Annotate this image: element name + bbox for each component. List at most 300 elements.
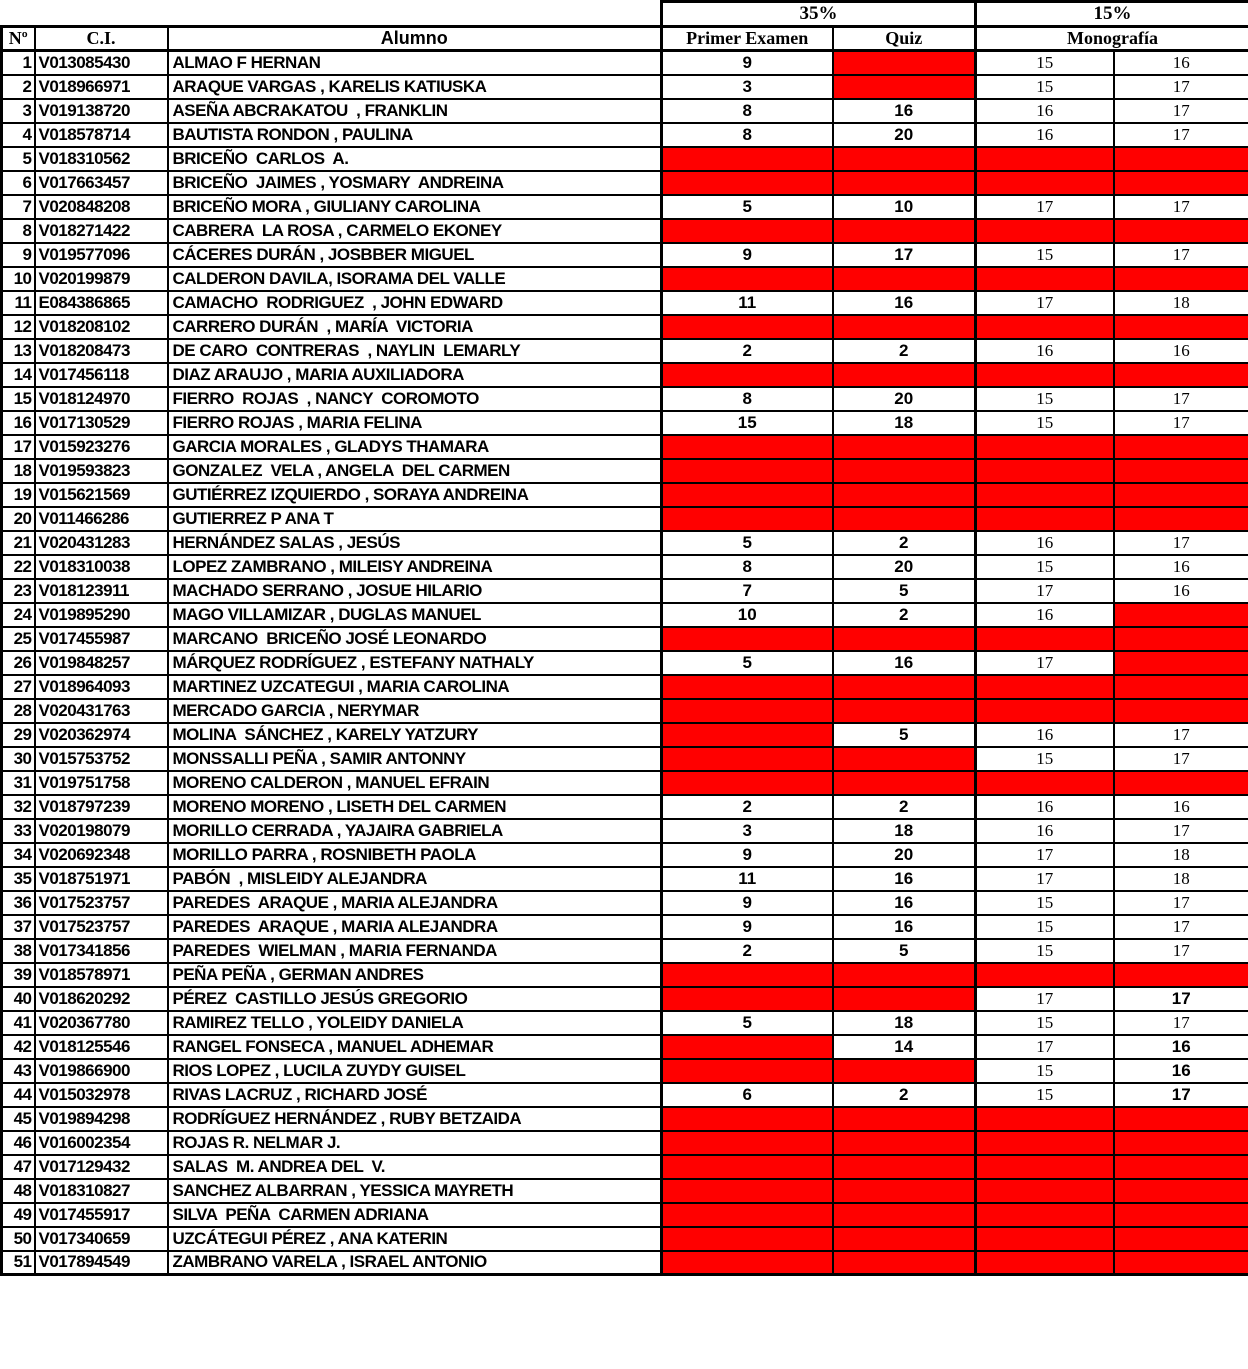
monografia-1-cell: 16: [976, 531, 1114, 555]
table-row: [2, 987, 1248, 1011]
row-number-cell: 45: [2, 1107, 35, 1131]
monografia-2-cell: 17: [1114, 75, 1248, 99]
alumno-cell: MARCANO BRICEÑO JOSÉ LEONARDO: [168, 627, 662, 651]
monografia-1-cell: 17: [976, 651, 1114, 675]
quiz-cell: 18: [833, 411, 976, 435]
alumno-cell: GARCIA MORALES , GLADYS THAMARA: [168, 435, 662, 459]
primer-examen-cell: [662, 1035, 833, 1059]
primer-examen-cell: [662, 171, 833, 195]
quiz-cell: [833, 675, 976, 699]
ci-cell: V020362974: [35, 723, 168, 747]
primer-examen-cell: 5: [662, 651, 833, 675]
quiz-cell: 2: [833, 795, 976, 819]
table-row: [2, 843, 1248, 867]
quiz-cell: [833, 1203, 976, 1227]
primer-examen-cell: 9: [662, 891, 833, 915]
monografia-1-cell: 15: [976, 51, 1114, 75]
ci-cell: V013085430: [35, 51, 168, 75]
monografia-2-cell: [1114, 315, 1248, 339]
alumno-cell: PAREDES ARAQUE , MARIA ALEJANDRA: [168, 915, 662, 939]
primer-examen-cell: [662, 435, 833, 459]
row-number-cell: 29: [2, 723, 35, 747]
ci-cell: V019751758: [35, 771, 168, 795]
primer-examen-cell: [662, 1203, 833, 1227]
table-row: [2, 51, 1248, 75]
col-header-primer-examen: Primer Examen: [662, 27, 833, 51]
alumno-cell: MÁRQUEZ RODRÍGUEZ , ESTEFANY NATHALY: [168, 651, 662, 675]
row-number-cell: 1: [2, 51, 35, 75]
monografia-1-cell: 17: [976, 867, 1114, 891]
monografia-2-cell: 17: [1114, 939, 1248, 963]
ci-cell: V017523757: [35, 891, 168, 915]
ci-cell: E084386865: [35, 291, 168, 315]
monografia-1-cell: 15: [976, 939, 1114, 963]
monografia-2-cell: [1114, 147, 1248, 171]
row-number-cell: 36: [2, 891, 35, 915]
col-header-quiz: Quiz: [833, 27, 976, 51]
monografia-1-cell: [976, 507, 1114, 531]
alumno-cell: SANCHEZ ALBARRAN , YESSICA MAYRETH: [168, 1179, 662, 1203]
monografia-2-cell: [1114, 1251, 1248, 1275]
table-row: [2, 891, 1248, 915]
monografia-1-cell: 15: [976, 1083, 1114, 1107]
ci-cell: V019848257: [35, 651, 168, 675]
primer-examen-cell: [662, 315, 833, 339]
table-row: [2, 339, 1248, 363]
monografia-2-cell: 17: [1114, 387, 1248, 411]
primer-examen-cell: [662, 1251, 833, 1275]
quiz-cell: [833, 171, 976, 195]
row-number-cell: 42: [2, 1035, 35, 1059]
table-row: [2, 483, 1248, 507]
monografia-2-cell: [1114, 627, 1248, 651]
alumno-cell: BAUTISTA RONDON , PAULINA: [168, 123, 662, 147]
quiz-cell: 16: [833, 99, 976, 123]
ci-cell: V015032978: [35, 1083, 168, 1107]
quiz-cell: [833, 507, 976, 531]
quiz-cell: [833, 435, 976, 459]
row-number-cell: 48: [2, 1179, 35, 1203]
quiz-cell: 16: [833, 915, 976, 939]
row-number-cell: 37: [2, 915, 35, 939]
monografia-1-cell: [976, 963, 1114, 987]
ci-cell: V018310562: [35, 147, 168, 171]
row-number-cell: 16: [2, 411, 35, 435]
monografia-2-cell: [1114, 1227, 1248, 1251]
primer-examen-cell: 2: [662, 795, 833, 819]
monografia-2-cell: 17: [1114, 99, 1248, 123]
ci-cell: V019138720: [35, 99, 168, 123]
alumno-cell: RODRÍGUEZ HERNÁNDEZ , RUBY BETZAIDA: [168, 1107, 662, 1131]
alumno-cell: RANGEL FONSECA , MANUEL ADHEMAR: [168, 1035, 662, 1059]
row-number-cell: 32: [2, 795, 35, 819]
table-row: [2, 867, 1248, 891]
monografia-2-cell: 17: [1114, 747, 1248, 771]
table-row: [2, 1131, 1248, 1155]
alumno-cell: CARRERO DURÁN , MARÍA VICTORIA: [168, 315, 662, 339]
monografia-1-cell: [976, 459, 1114, 483]
ci-cell: V018964093: [35, 675, 168, 699]
quiz-cell: [833, 219, 976, 243]
table-row: [2, 603, 1248, 627]
alumno-cell: MORENO CALDERON , MANUEL EFRAIN: [168, 771, 662, 795]
primer-examen-cell: [662, 507, 833, 531]
primer-examen-cell: [662, 627, 833, 651]
table-row: [2, 1179, 1248, 1203]
monografia-2-cell: [1114, 435, 1248, 459]
ci-cell: V019894298: [35, 1107, 168, 1131]
primer-examen-cell: [662, 1155, 833, 1179]
monografia-1-cell: [976, 1131, 1114, 1155]
monografia-2-cell: 17: [1114, 531, 1248, 555]
monografia-1-cell: [976, 363, 1114, 387]
monografia-1-cell: [976, 675, 1114, 699]
table-row: [2, 939, 1248, 963]
monografia-1-cell: [976, 699, 1114, 723]
monografia-1-cell: 15: [976, 1011, 1114, 1035]
row-number-cell: 10: [2, 267, 35, 291]
table-row: [2, 819, 1248, 843]
ci-cell: V019593823: [35, 459, 168, 483]
quiz-cell: 2: [833, 339, 976, 363]
table-row: [2, 555, 1248, 579]
ci-cell: V017456118: [35, 363, 168, 387]
monografia-2-cell: [1114, 267, 1248, 291]
row-number-cell: 24: [2, 603, 35, 627]
table-row: [2, 1011, 1248, 1035]
monografia-1-cell: [976, 315, 1114, 339]
monografia-2-cell: 17: [1114, 723, 1248, 747]
monografia-1-cell: [976, 1107, 1114, 1131]
monografia-1-cell: [976, 1203, 1114, 1227]
quiz-cell: [833, 1179, 976, 1203]
monografia-1-cell: 16: [976, 795, 1114, 819]
primer-examen-cell: [662, 963, 833, 987]
row-number-cell: 28: [2, 699, 35, 723]
ci-cell: V018751971: [35, 867, 168, 891]
monografia-1-cell: 17: [976, 579, 1114, 603]
primer-examen-cell: 15: [662, 411, 833, 435]
table-row: [2, 291, 1248, 315]
table-row: [2, 1227, 1248, 1251]
monografia-2-cell: [1114, 1203, 1248, 1227]
monografia-2-cell: 18: [1114, 291, 1248, 315]
col-header-monografia: Monografía: [976, 27, 1248, 51]
table-row: [2, 1059, 1248, 1083]
quiz-cell: 2: [833, 1083, 976, 1107]
primer-examen-cell: 3: [662, 819, 833, 843]
row-number-cell: 4: [2, 123, 35, 147]
table-row: [2, 963, 1248, 987]
table-row: [2, 675, 1248, 699]
row-number-cell: 21: [2, 531, 35, 555]
alumno-cell: LOPEZ ZAMBRANO , MILEISY ANDREINA: [168, 555, 662, 579]
alumno-cell: MORENO MORENO , LISETH DEL CARMEN: [168, 795, 662, 819]
primer-examen-cell: [662, 1131, 833, 1155]
primer-examen-cell: 2: [662, 339, 833, 363]
monografia-2-cell: 16: [1114, 555, 1248, 579]
alumno-cell: PAREDES ARAQUE , MARIA ALEJANDRA: [168, 891, 662, 915]
ci-cell: V017455987: [35, 627, 168, 651]
monografia-1-cell: 16: [976, 123, 1114, 147]
table-row: [2, 1155, 1248, 1179]
quiz-cell: [833, 1155, 976, 1179]
row-number-cell: 27: [2, 675, 35, 699]
ci-cell: V019895290: [35, 603, 168, 627]
table-row: [2, 1203, 1248, 1227]
monografia-1-cell: 15: [976, 555, 1114, 579]
ci-cell: V020848208: [35, 195, 168, 219]
monografia-2-cell: [1114, 651, 1248, 675]
alumno-cell: MOLINA SÁNCHEZ , KARELY YATZURY: [168, 723, 662, 747]
quiz-cell: 16: [833, 867, 976, 891]
ci-cell: V020198079: [35, 819, 168, 843]
primer-examen-cell: 5: [662, 1011, 833, 1035]
row-number-cell: 41: [2, 1011, 35, 1035]
ci-cell: V019866900: [35, 1059, 168, 1083]
quiz-cell: 14: [833, 1035, 976, 1059]
ci-cell: V018123911: [35, 579, 168, 603]
primer-examen-cell: 5: [662, 195, 833, 219]
alumno-cell: MARTINEZ UZCATEGUI , MARIA CAROLINA: [168, 675, 662, 699]
ci-cell: V017894549: [35, 1251, 168, 1275]
quiz-cell: 17: [833, 243, 976, 267]
alumno-cell: RAMIREZ TELLO , YOLEIDY DANIELA: [168, 1011, 662, 1035]
row-number-cell: 23: [2, 579, 35, 603]
monografia-1-cell: 15: [976, 891, 1114, 915]
alumno-cell: ASEÑA ABCRAKATOU , FRANKLIN: [168, 99, 662, 123]
primer-examen-cell: 7: [662, 579, 833, 603]
alumno-cell: SALAS M. ANDREA DEL V.: [168, 1155, 662, 1179]
grades-table-body: [2, 51, 1248, 1275]
monografia-2-cell: 16: [1114, 1059, 1248, 1083]
row-number-cell: 13: [2, 339, 35, 363]
monografia-1-cell: [976, 267, 1114, 291]
monografia-1-cell: 16: [976, 603, 1114, 627]
monografia-2-cell: 17: [1114, 195, 1248, 219]
row-number-cell: 8: [2, 219, 35, 243]
primer-examen-cell: [662, 987, 833, 1011]
quiz-cell: 20: [833, 387, 976, 411]
primer-examen-cell: [662, 699, 833, 723]
monografia-2-cell: 16: [1114, 579, 1248, 603]
quiz-cell: [833, 1251, 976, 1275]
ci-cell: V015753752: [35, 747, 168, 771]
row-number-cell: 44: [2, 1083, 35, 1107]
table-row: [2, 579, 1248, 603]
col-header-numero: Nº: [2, 27, 35, 51]
table-row: [2, 651, 1248, 675]
table-row: [2, 915, 1248, 939]
row-number-cell: 39: [2, 963, 35, 987]
quiz-cell: 5: [833, 723, 976, 747]
monografia-2-cell: 17: [1114, 123, 1248, 147]
quiz-cell: [833, 459, 976, 483]
quiz-cell: 10: [833, 195, 976, 219]
monografia-2-cell: 16: [1114, 1035, 1248, 1059]
primer-examen-cell: [662, 747, 833, 771]
monografia-1-cell: 17: [976, 291, 1114, 315]
table-row: [2, 171, 1248, 195]
table-row: [2, 315, 1248, 339]
row-number-cell: 40: [2, 987, 35, 1011]
quiz-cell: [833, 267, 976, 291]
table-row: [2, 795, 1248, 819]
alumno-cell: GUTIERREZ P ANA T: [168, 507, 662, 531]
alumno-cell: PÉREZ CASTILLO JESÚS GREGORIO: [168, 987, 662, 1011]
monografia-1-cell: 15: [976, 387, 1114, 411]
alumno-cell: PAREDES WIELMAN , MARIA FERNANDA: [168, 939, 662, 963]
primer-examen-cell: [662, 363, 833, 387]
row-number-cell: 31: [2, 771, 35, 795]
alumno-cell: CABRERA LA ROSA , CARMELO EKONEY: [168, 219, 662, 243]
table-row: [2, 723, 1248, 747]
ci-cell: V017523757: [35, 915, 168, 939]
monografia-2-cell: [1114, 699, 1248, 723]
monografia-2-cell: 16: [1114, 795, 1248, 819]
row-number-cell: 14: [2, 363, 35, 387]
table-row: [2, 363, 1248, 387]
monografia-2-cell: [1114, 1179, 1248, 1203]
monografia-1-cell: [976, 171, 1114, 195]
monografia-1-cell: 17: [976, 195, 1114, 219]
row-number-cell: 33: [2, 819, 35, 843]
quiz-cell: 2: [833, 531, 976, 555]
monografia-2-cell: [1114, 483, 1248, 507]
primer-examen-cell: 9: [662, 915, 833, 939]
monografia-2-cell: [1114, 603, 1248, 627]
table-row: [2, 75, 1248, 99]
primer-examen-cell: 8: [662, 123, 833, 147]
row-number-cell: 2: [2, 75, 35, 99]
row-number-cell: 26: [2, 651, 35, 675]
table-row: [2, 123, 1248, 147]
primer-examen-cell: [662, 219, 833, 243]
column-header-row: [2, 27, 1248, 51]
quiz-cell: 2: [833, 603, 976, 627]
monografia-1-cell: 15: [976, 243, 1114, 267]
quiz-cell: [833, 1227, 976, 1251]
row-number-cell: 50: [2, 1227, 35, 1251]
row-number-cell: 15: [2, 387, 35, 411]
primer-examen-cell: [662, 723, 833, 747]
quiz-cell: [833, 363, 976, 387]
row-number-cell: 49: [2, 1203, 35, 1227]
ci-cell: V020367780: [35, 1011, 168, 1035]
primer-examen-cell: 10: [662, 603, 833, 627]
ci-cell: V015923276: [35, 435, 168, 459]
row-number-cell: 51: [2, 1251, 35, 1275]
monografia-1-cell: 15: [976, 1059, 1114, 1083]
ci-cell: V020431283: [35, 531, 168, 555]
ci-cell: V017130529: [35, 411, 168, 435]
monografia-2-cell: [1114, 171, 1248, 195]
alumno-cell: MONSSALLI PEÑA , SAMIR ANTONNY: [168, 747, 662, 771]
ci-cell: V018124970: [35, 387, 168, 411]
col-header-alumno: Alumno: [168, 27, 662, 51]
primer-examen-cell: [662, 267, 833, 291]
row-number-cell: 30: [2, 747, 35, 771]
row-number-cell: 47: [2, 1155, 35, 1179]
monografia-1-cell: [976, 219, 1114, 243]
row-number-cell: 5: [2, 147, 35, 171]
alumno-cell: RIVAS LACRUZ , RICHARD JOSÉ: [168, 1083, 662, 1107]
primer-examen-cell: 6: [662, 1083, 833, 1107]
monografia-1-cell: 15: [976, 915, 1114, 939]
monografia-1-cell: 15: [976, 747, 1114, 771]
monografia-1-cell: 16: [976, 819, 1114, 843]
table-row: [2, 243, 1248, 267]
ci-cell: V018578714: [35, 123, 168, 147]
row-number-cell: 18: [2, 459, 35, 483]
quiz-cell: [833, 147, 976, 171]
monografia-2-cell: [1114, 363, 1248, 387]
ci-cell: V011466286: [35, 507, 168, 531]
quiz-cell: [833, 771, 976, 795]
quiz-cell: [833, 51, 976, 75]
alumno-cell: FIERRO ROJAS , NANCY COROMOTO: [168, 387, 662, 411]
ci-cell: V015621569: [35, 483, 168, 507]
row-number-cell: 43: [2, 1059, 35, 1083]
quiz-cell: [833, 699, 976, 723]
monografia-1-cell: 17: [976, 843, 1114, 867]
quiz-cell: 20: [833, 123, 976, 147]
monografia-1-cell: [976, 483, 1114, 507]
ci-cell: V018208473: [35, 339, 168, 363]
alumno-cell: FIERRO ROJAS , MARIA FELINA: [168, 411, 662, 435]
group-header-row: [2, 2, 1248, 27]
alumno-cell: MORILLO PARRA , ROSNIBETH PAOLA: [168, 843, 662, 867]
alumno-cell: PABÓN , MISLEIDY ALEJANDRA: [168, 867, 662, 891]
quiz-cell: 16: [833, 651, 976, 675]
primer-examen-cell: 2: [662, 939, 833, 963]
quiz-cell: 16: [833, 291, 976, 315]
alumno-cell: CÁCERES DURÁN , JOSBBER MIGUEL: [168, 243, 662, 267]
alumno-cell: UZCÁTEGUI PÉREZ , ANA KATERIN: [168, 1227, 662, 1251]
row-number-cell: 9: [2, 243, 35, 267]
quiz-cell: 5: [833, 579, 976, 603]
ci-cell: V020199879: [35, 267, 168, 291]
primer-examen-cell: 3: [662, 75, 833, 99]
alumno-cell: ARAQUE VARGAS , KARELIS KATIUSKA: [168, 75, 662, 99]
monografia-2-cell: 17: [1114, 243, 1248, 267]
table-row: [2, 219, 1248, 243]
table-row: [2, 195, 1248, 219]
table-row: [2, 1083, 1248, 1107]
primer-examen-cell: [662, 1107, 833, 1131]
ci-cell: V018578971: [35, 963, 168, 987]
table-row: [2, 267, 1248, 291]
primer-examen-cell: [662, 1059, 833, 1083]
quiz-cell: [833, 987, 976, 1011]
table-row: [2, 507, 1248, 531]
monografia-1-cell: [976, 1251, 1114, 1275]
monografia-1-cell: 16: [976, 723, 1114, 747]
monografia-1-cell: 16: [976, 339, 1114, 363]
alumno-cell: ALMAO F HERNAN: [168, 51, 662, 75]
alumno-cell: PEÑA PEÑA , GERMAN ANDRES: [168, 963, 662, 987]
row-number-cell: 38: [2, 939, 35, 963]
row-number-cell: 6: [2, 171, 35, 195]
primer-examen-cell: 8: [662, 387, 833, 411]
ci-cell: V016002354: [35, 1131, 168, 1155]
col-header-ci: C.I.: [35, 27, 168, 51]
row-number-cell: 34: [2, 843, 35, 867]
alumno-cell: BRICEÑO MORA , GIULIANY CAROLINA: [168, 195, 662, 219]
primer-examen-cell: [662, 1179, 833, 1203]
monografia-2-cell: 17: [1114, 1011, 1248, 1035]
monografia-1-cell: 15: [976, 411, 1114, 435]
